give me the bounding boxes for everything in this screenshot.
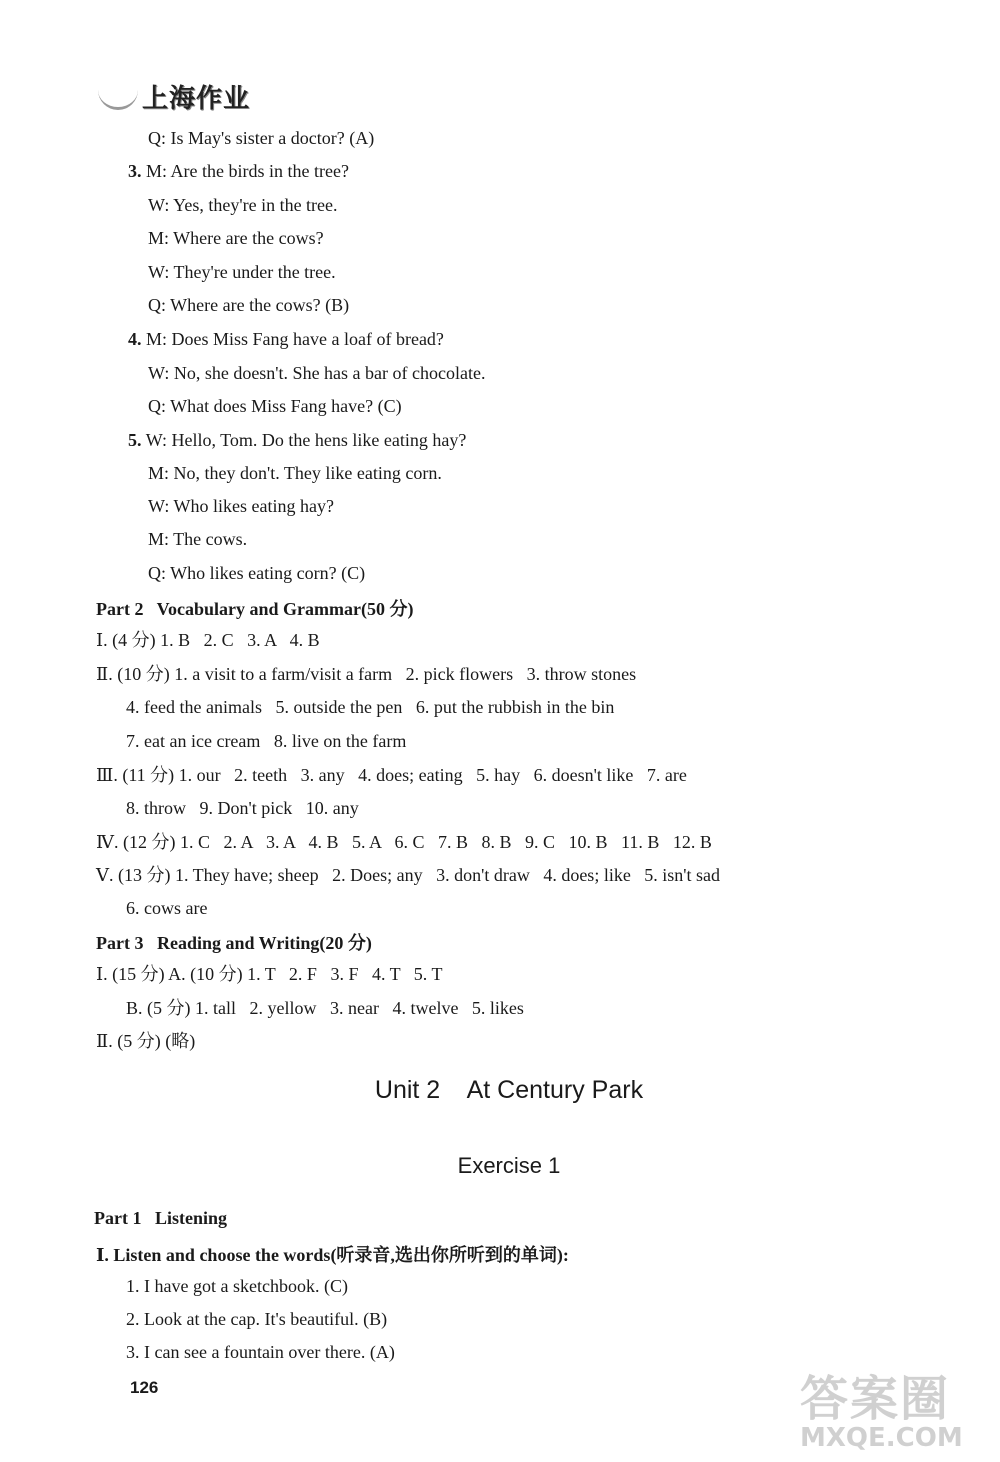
part3-heading: Part 3 Reading and Writing(20 分): [96, 933, 372, 953]
answer-row: 6. cows are: [126, 898, 208, 918]
dialogue-line: M: Where are the cows?: [148, 228, 324, 248]
answer-row: 2. Look at the cap. It's beautiful. (B): [126, 1309, 388, 1329]
watermark-text: 答案圈: [800, 1371, 951, 1427]
dialogue-line: Q: Who likes eating corn? (C): [148, 563, 366, 583]
watermark-url: MXQE.COM: [800, 1423, 963, 1453]
dialogue-line: 4. M: Does Miss Fang have a loaf of bread?: [128, 329, 444, 349]
answer-row: Ⅱ. (5 分) (略): [96, 1031, 196, 1051]
answer-row: 1. I have got a sketchbook. (C): [126, 1276, 348, 1296]
unit-title: Unit 2 At Century Park: [374, 1076, 644, 1104]
answer-row: Ⅲ. (11 分) 1. our 2. teeth 3. any 4. does; eating 5. hay 6. doesn't like 7. are: [96, 765, 687, 785]
dialogue-line: W: Yes, they're in the tree.: [148, 195, 338, 215]
logo-swirl-icon: [98, 89, 138, 110]
part1-heading: Part 1 Listening: [94, 1208, 227, 1228]
dialogue-line: Q: Is May's sister a doctor? (A): [148, 128, 375, 148]
dialogue-line: Q: What does Miss Fang have? (C): [148, 396, 402, 416]
logo-text: 上海作业: [142, 84, 251, 114]
answer-row: Ⅱ. (10 分) 1. a visit to a farm/visit a farm 2. pick flowers 3. throw stones: [96, 664, 637, 684]
dialogue-line: W: They're under the tree.: [148, 262, 336, 282]
dialogue-line: 3. M: Are the birds in the tree?: [128, 161, 349, 181]
answer-row: Ⅰ. (4 分) 1. B 2. C 3. A 4. B: [96, 630, 320, 650]
answer-row: 4. feed the animals 5. outside the pen 6. put the rubbish in the bin: [126, 697, 615, 717]
answer-row: Ⅰ. (15 分) A. (10 分) 1. T 2. F 3. F 4. T 5. T: [96, 964, 443, 984]
exercise-title: Exercise 1: [457, 1153, 561, 1178]
dialogue-line: W: Who likes eating hay?: [148, 496, 334, 516]
dialogue-line: Q: Where are the cows? (B): [148, 295, 350, 315]
dialogue-line: W: No, she doesn't. She has a bar of chocolate.: [148, 363, 486, 383]
answer-row: 7. eat an ice cream 8. live on the farm: [126, 731, 407, 751]
watermark: [800, 1360, 963, 1453]
header-logo: [98, 78, 250, 115]
dialogue-line: M: No, they don't. They like eating corn.: [148, 463, 442, 483]
dialogue-line: M: The cows.: [148, 529, 248, 549]
part1-subheading: Ⅰ. Listen and choose the words(听录音,选出你所听到的单词):: [96, 1245, 569, 1265]
dialogue-line: 5. W: Hello, Tom. Do the hens like eating hay?: [128, 430, 467, 450]
answer-row: Ⅴ. (13 分) 1. They have; sheep 2. Does; any 3. don't draw 4. does; like 5. isn't sad: [96, 865, 721, 885]
answer-row: Ⅳ. (12 分) 1. C 2. A 3. A 4. B 5. A 6. C 7. B 8. B 9. C 10. B 11. B 12. B: [96, 832, 712, 852]
answer-row: 8. throw 9. Don't pick 10. any: [126, 798, 359, 818]
page-number: 126: [130, 1378, 159, 1397]
answer-row: B. (5 分) 1. tall 2. yellow 3. near 4. twelve 5. likes: [126, 998, 524, 1018]
part2-heading: Part 2 Vocabulary and Grammar(50 分): [96, 599, 414, 619]
answer-row: 3. I can see a fountain over there. (A): [126, 1342, 395, 1362]
